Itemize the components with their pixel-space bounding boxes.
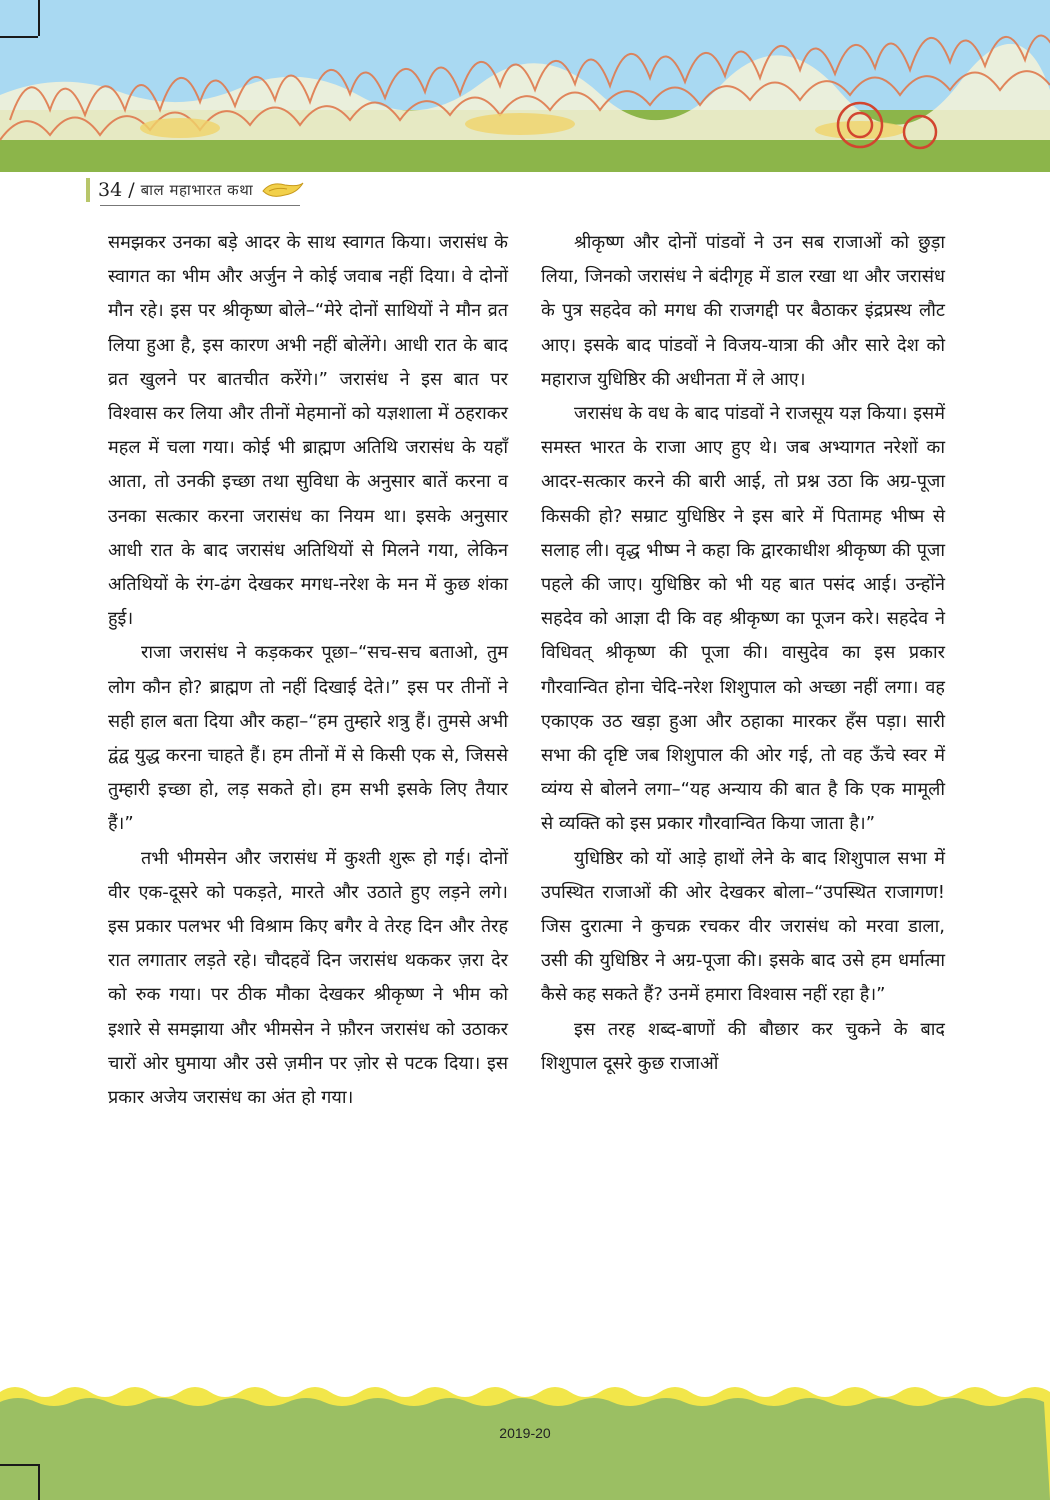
series-title: बाल महाभारत कथा	[140, 181, 254, 199]
crop-mark	[38, 0, 40, 36]
running-header	[86, 176, 305, 204]
crop-mark	[38, 1464, 40, 1500]
paragraph: समझकर उनका बड़े आदर के साथ स्वागत किया। जरासंध के स्वागत का भीम और अर्जुन ने कोई जवाब नहीं दिया। वे दोनों मौन रहे। इस पर श्रीकृष्ण बोले–“मेरे दोनों साथियों ने मौन व्रत लिया हुआ है, इस कारण अभी नहीं बोलेंगे। आधी रात के बाद व्रत खुलने पर बातचीत करेंगे।” जरासंध ने इस बात पर विश्वास कर लिया और तीनों मेहमानों को यज्ञशाला में ठहराकर महल में चला गया। कोई भी ब्राह्मण अतिथि जरासंध के यहाँ आता, तो उनकी इच्छा तथा सुविधा के अनुसार बातें करना व उनका सत्कार करना जरासंध का नियम था। इसके अनुसार आधी रात के बाद जरासंध अतिथियों से मिलने गया, लेकिन अतिथियों के रंग-ढंग देखकर मगध-नरेश के मन में कुछ शंका हुई।	[108, 232, 508, 630]
left-column	[108, 226, 508, 1115]
paragraph: युधिष्ठिर को यों आड़े हाथों लेने के बाद शिशुपाल सभा में उपस्थित राजाओं की ओर देखकर बोला–“उपस्थित राजागण! जिस दुरात्मा ने कुचक्र रचकर वीर जरासंध को मरवा डाला, उसी की युधिष्ठिर ने अग्र-पूजा की। इसके बाद उसे हम धर्मात्मा कैसे कह सकते हैं? उनमें हमारा विश्वास नहीं रहा है।”	[541, 847, 945, 1006]
paragraph: इस तरह शब्द-बाणों की बौछार कर चुकने के बाद शिशुपाल दूसरे कुछ राजाओं	[541, 1018, 945, 1074]
page-number: 34	[98, 179, 123, 201]
conch-ornament-icon	[261, 179, 305, 201]
paragraph: जरासंध के वध के बाद पांडवों ने राजसूय यज्ञ किया। इसमें समस्त भारत के राजा आए हुए थे। जब अभ्यागत नरेशों का आदर-सत्कार करने की बारी आई, तो प्रश्न उठा कि अग्र-पूजा किसकी हो? सम्राट युधिष्ठिर ने इस बारे में पितामह भीष्म से सलाह ली। वृद्ध भीष्म ने कहा कि द्वारकाधीश श्रीकृष्ण की पूजा पहले की जाए। युधिष्ठिर को भी यह बात पसंद आई। उन्होंने सहदेव को आज्ञा दी कि वह श्रीकृष्ण का पूजन करे। सहदेव ने विधिवत् श्रीकृष्ण की पूजा की। वासुदेव का इस प्रकार गौरवान्वित होना चेदि-नरेश शिशुपाल को अच्छा नहीं लगा। वह एकाएक उठ खड़ा हुआ और ठहाका मारकर हँस पड़ा। सारी सभा की दृष्टि जब शिशुपाल की ओर गई, तो वह ऊँचे स्वर में व्यंग्य से बोलने लगा–“यह अन्याय की बात है कि एक मामूली से व्यक्ति को इस प्रकार गौरवान्वित किया जाता है।”	[541, 403, 945, 835]
header-bar	[86, 178, 90, 202]
header-banner	[0, 0, 1050, 172]
paragraph: राजा जरासंध ने कड़ककर पूछा–“सच-सच बताओ, तुम लोग कौन हो? ब्राह्मण तो नहीं दिखाई देते।” इस पर तीनों ने सही हाल बता दिया और कहा–“हम तुम्हारे शत्रु हैं। तुमसे अभी द्वंद्व युद्ध करना चाहते हैं। हम तीनों में से किसी एक से, जिससे तुम्हारी इच्छा हो, लड़ सकते हो। हम सभी इसके लिए तैयार हैं।”	[108, 642, 508, 835]
paragraph: तभी भीमसेन और जरासंध में कुश्ती शुरू हो गई। दोनों वीर एक-दूसरे को पकड़ते, मारते और उठाते हुए लड़ने लगे। इस प्रकार पलभर भी विश्राम किए बगैर वे तेरह दिन और तेरह रात लगातार लड़ते रहे। चौदहवें दिन जरासंध थककर ज़रा देर को रुक गया। पर ठीक मौका देखकर श्रीकृष्ण ने भीम को इशारे से समझाया और भीमसेन ने फ़ौरन जरासंध को उठाकर चारों ओर घुमाया और उसे ज़मीन पर ज़ोर से पटक दिया। इस प्रकार अजेय जरासंध का अंत हो गया।	[108, 847, 508, 1109]
page-year: 2019-20	[499, 1425, 551, 1441]
crop-mark	[0, 1464, 38, 1466]
header-separator: /	[128, 179, 135, 201]
crop-mark	[0, 36, 38, 38]
right-column	[541, 226, 945, 1081]
paragraph: श्रीकृष्ण और दोनों पांडवों ने उन सब राजाओं को छुड़ा लिया, जिनको जरासंध ने बंदीगृह में डाल रखा था और जरासंध के पुत्र सहदेव को मगध की राजगद्दी पर बैठाकर इंद्रप्रस्थ लौट आए। इसके बाद पांडवों ने विजय-यात्रा की और सारे देश को महाराज युधिष्ठिर की अधीनता में ले आए।	[541, 232, 945, 390]
header-rule	[100, 205, 300, 206]
